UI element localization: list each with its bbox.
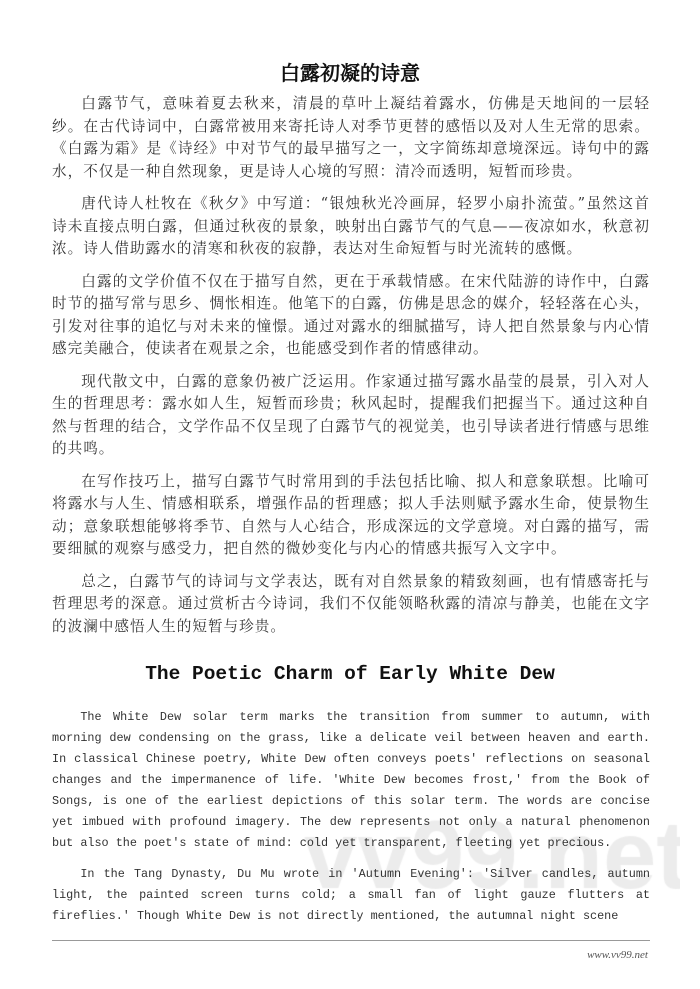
chinese-paragraph: 在写作技巧上，描写白露节气时常用到的手法包括比喻、拟人和意象联想。比喻可将露水与人生、情感相联系，增强作品的哲理感；拟人手法则赋予露水生命，使景物生动；意象联想能够将季节、自然与人心结合，形成深远的文学意境。对白露的描写，需要细腻的观察与感受力，把自然的微妙变化与内心的情感共振写入文字中。 xyxy=(52,472,650,557)
chinese-paragraph: 白露节气，意味着夏去秋来，清晨的草叶上凝结着露水，仿佛是天地间的一层轻纱。在古代诗词中，白露常被用来寄托诗人对季节更替的感悟以及对人生无常的思索。《白露为霜》是《诗经》中对节气的最早描写之一，文字简练却意境深远。诗句中的露水，不仅是一种自然现象，更是诗人心境的写照：清冷而透明，短暂而珍贵。 xyxy=(52,95,650,180)
english-title: The Poetic Charm of Early White Dew xyxy=(145,663,555,685)
chinese-title: 白露初凝的诗意 xyxy=(280,61,420,85)
english-body xyxy=(52,707,650,937)
chinese-paragraph: 现代散文中，白露的意象仍被广泛运用。作家通过描写露水晶莹的晨景，引入对人生的哲理思考：露水如人生，短暂而珍贵；秋风起时，提醒我们把握当下。通过这种自然与哲理的结合，文学作品不仅呈现了白露节气的视觉美，也引导读者进行情感与思维的共鸣。 xyxy=(52,372,650,457)
footer-divider xyxy=(52,940,650,941)
chinese-paragraph: 白露的文学价值不仅在于描写自然，更在于承载情感。在宋代陆游的诗作中，白露时节的描写常与思乡、惆怅相连。他笔下的白露，仿佛是思念的媒介，轻轻落在心头，引发对往事的追忆与对未来的憧憬。通过对露水的细腻描写，诗人把自然景象与内心情感完美融合，使读者在观景之余，也能感受到作者的情感律动。 xyxy=(52,272,650,357)
english-paragraph: In the Tang Dynasty, Du Mu wrote in 'Autumn Evening': 'Silver candles, autumn light, the painted screen turns cold; a small fan of light gauze flutters at fireflies.' Though White Dew is not directly mentioned, the autumnal night scene xyxy=(52,867,650,923)
english-paragraph: The White Dew solar term marks the transition from summer to autumn, with morning dew condensing on the grass, like a delicate veil between heaven and earth. In classical Chinese poetry, White Dew often conveys poets' reflections on seasonal changes and the impermanence of life. 'White Dew becomes frost,' from the Book of Songs, is one of the earliest depictions of this solar term. The words are concise yet imbued with profound imagery. The dew represents not only a natural phenomenon but also the poet's state of mind: cold yet transparent, fleeting yet precious. xyxy=(52,710,650,850)
chinese-body xyxy=(52,93,650,648)
footer-url: www.vv99.net xyxy=(587,949,648,961)
chinese-paragraph: 唐代诗人杜牧在《秋夕》中写道：“银烛秋光冷画屏，轻罗小扇扑流萤。”虽然这首诗未直接点明白露，但通过秋夜的景象，映射出白露节气的气息——夜凉如水，秋意初浓。诗人借助露水的清寒和秋夜的寂静，表达对生命短暂与时光流转的感慨。 xyxy=(52,195,650,257)
chinese-paragraph: 总之，白露节气的诗词与文学表达，既有对自然景象的精致刻画，也有情感寄托与哲理思考的深意。通过赏析古今诗词，我们不仅能领略秋露的清凉与静美，也能在文字的波澜中感悟人生的短暂与珍贵。 xyxy=(52,572,650,635)
